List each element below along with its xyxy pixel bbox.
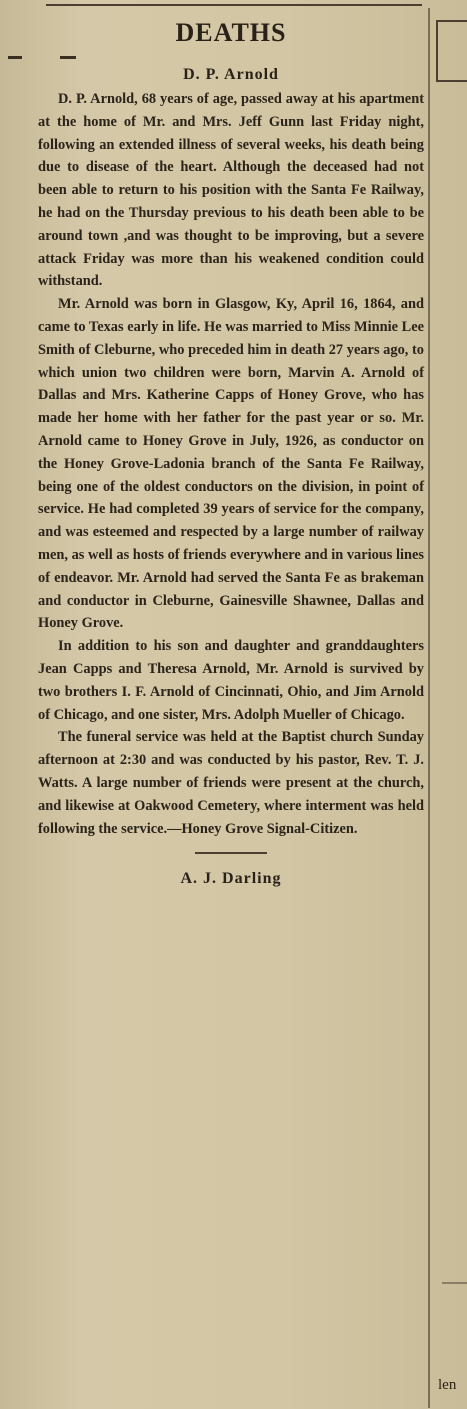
- paragraph: In addition to his son and daughter and granddaughters Jean Capps and Theresa Arnold, Mr. Arnold is survived by two brothers I. F. Arnold of Cincinnati, Ohio, and Jim Arnold of Chicago, and one sister, Mrs. Adolph Mueller of Chicago.: [38, 638, 424, 723]
- adjacent-box: [436, 20, 467, 82]
- deaths-column: [38, 10, 424, 892]
- article-divider: [195, 852, 267, 854]
- article-title: D. P. Arnold: [183, 66, 279, 83]
- margin-mark: [8, 56, 22, 59]
- column-divider: [428, 8, 430, 1408]
- adjacent-rule: [442, 1282, 467, 1284]
- obituary-body: [38, 88, 424, 840]
- paragraph: The funeral service was held at the Baptist church Sunday afternoon at 2:30 and was conducted by his pastor, Rev. T. J. Watts. A large number of friends were present at the church, and likewise at Oakwood Cemetery, where interment was held following the service.—Honey Grove Signal-Citizen.: [38, 729, 424, 837]
- paragraph: Mr. Arnold was born in Glasgow, Ky, April 16, 1864, and came to Texas early in life. He was married to Miss Minnie Lee Smith of Cleburne, who preceded him in death 27 years ago, to which union two children were born, Marvin A. Arnold of Dallas and Mrs. Katherine Capps of Honey Grove, who has made her home with her father for the past year or so. Mr. Arnold came to Honey Grove in July, 1926, as conductor on the Honey Grove-Ladonia branch of the Santa Fe Railway, being one of the oldest conductors on the division, in point of service. He had completed 39 years of service for the company, and was esteemed and respected by a large number of railway men, as well as hosts of friends everywhere and in various lines of endeavor. Mr. Arnold had served the Santa Fe as brakeman and conductor in Cleburne, Gainesville Shawnee, Dallas and Honey Grove.: [38, 296, 424, 632]
- adjacent-text-fragment: len: [438, 1377, 457, 1393]
- top-rule: [46, 4, 422, 6]
- next-article-title: A. J. Darling: [180, 870, 282, 888]
- section-heading: DEATHS: [175, 18, 287, 47]
- adjacent-column: [434, 20, 467, 1409]
- paragraph: D. P. Arnold, 68 years of age, passed away at his apartment at the home of Mr. and Mrs. Jeff Gunn last Friday night, following an extended illness of several weeks, his death being due to disease of the heart. Although the deceased had not been able to return to his position with the Santa Fe Railway, he had on the Thursday previous to his death been able to be around town ,and was thought to be improving, but a severe attack Friday was more than his weakened condition could withstand.: [38, 91, 424, 290]
